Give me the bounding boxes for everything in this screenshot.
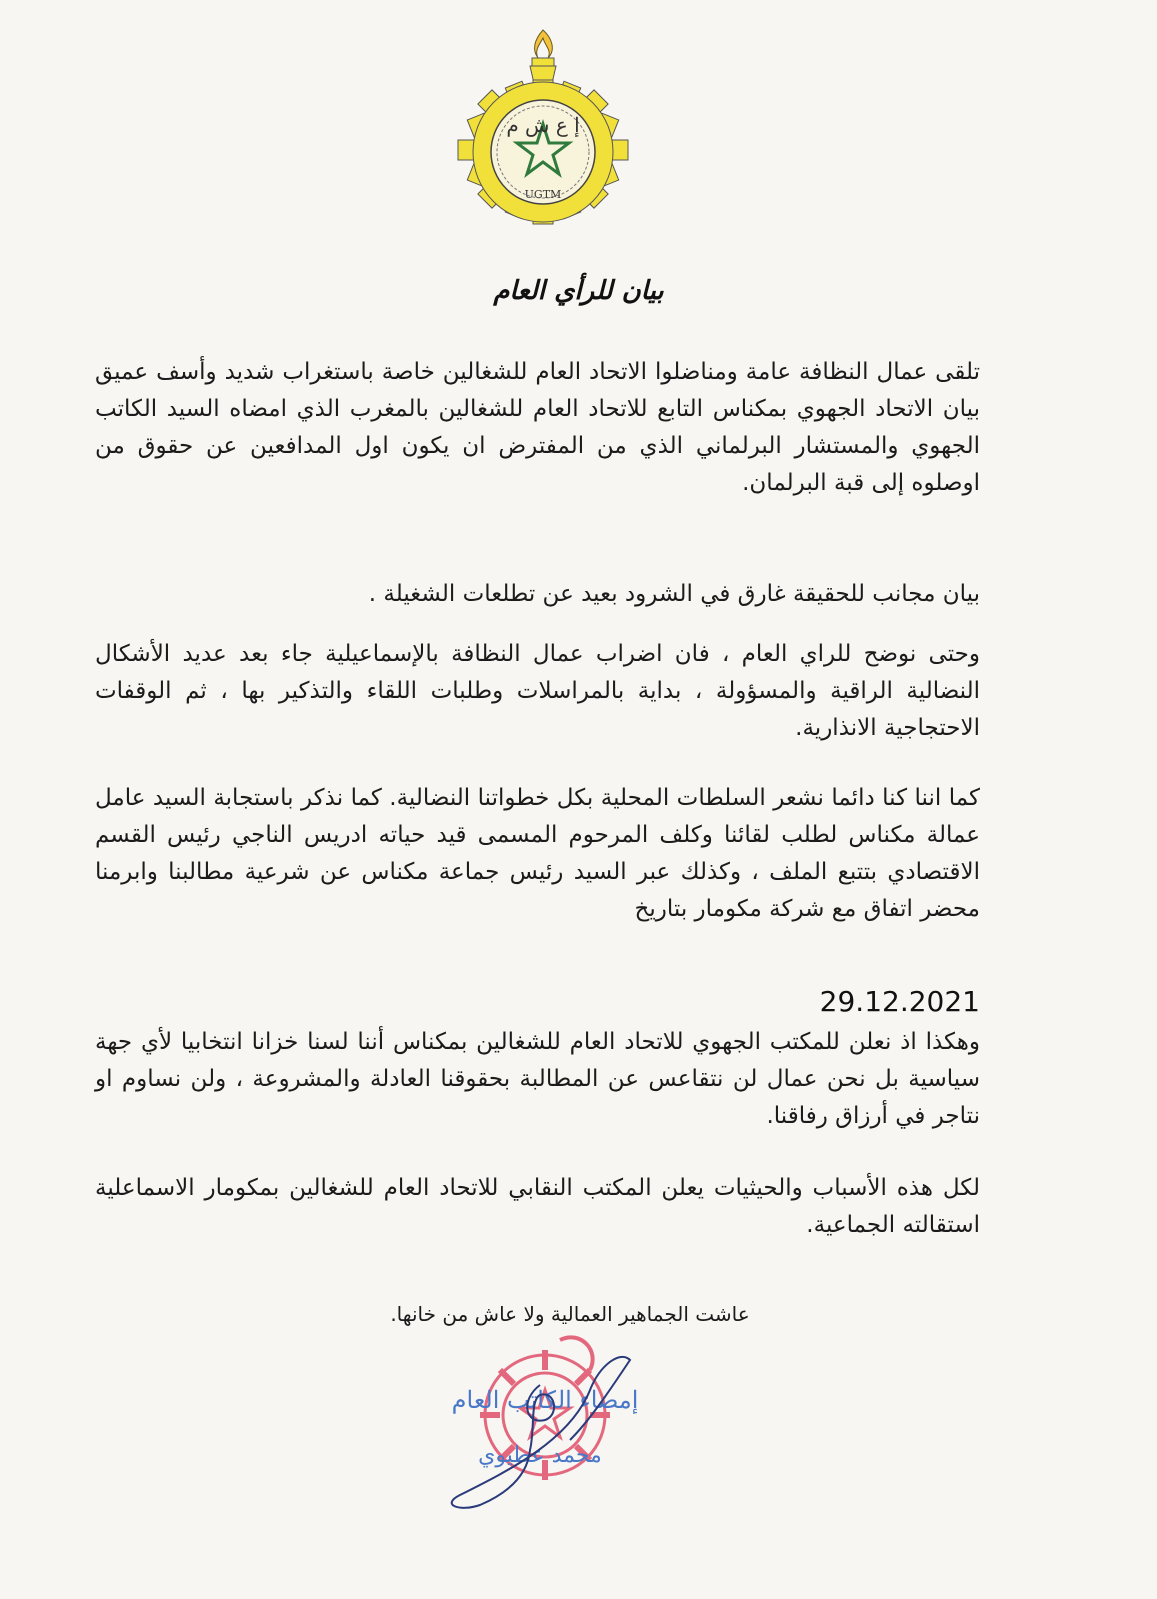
- agreement-date: 29.12.2021: [819, 985, 980, 1018]
- logo-caption: UGTM: [524, 188, 562, 201]
- closing-line: عاشت الجماهير العمالية ولا عاش من خانها.: [390, 1302, 750, 1326]
- logo-letters: إ ع ش م: [506, 113, 580, 137]
- ugtm-logo: [448, 28, 638, 228]
- paragraph-4: كما اننا كنا دائما نشعر السلطات المحلية بكل خطواتنا النضالية. كما نذكر باستجابة السيد عامل عمالة مكناس لطلب لقائنا وكلف المرحوم المسمى قيد حياته ادريس الناجي رئيس القسم الاقتصادي بتتبع الملف ، وكذلك عبر السيد رئيس جماعة مكناس عن شرعية مطالبنا وابرمنا محضر اتفاق مع شركة مكومار بتاريخ: [95, 785, 980, 922]
- paragraph-5: وهكذا اذ نعلن للمكتب الجهوي للاتحاد العام للشغالين بمكناس أننا لسنا خزانا انتخابيا لأي جهة سياسية بل نحن عمال لن نتقاعس عن المطالبة بحقوقنا العادلة والمشروعة ، ولن نساوم او نتاجر في أرزاق رفاقنا.: [95, 1029, 980, 1129]
- signature-title: إمضاء الكاتب العام: [451, 1386, 639, 1414]
- paragraph-1: تلقى عمال النظافة عامة ومناضلوا الاتحاد العام للشغالين خاصة باستغراب شديد وأسف عميق بيان الاتحاد الجهوي بمكناس التابع للاتحاد العام للشغالين بالمغرب الذي امضاه السيد الكاتب الجهوي والمستشار البرلماني الذي من المفترض ان يكون اول المدافعين عن حقوق من اوصلوه إلى قبة البرلمان.: [95, 359, 980, 496]
- paragraph-6: لكل هذه الأسباب والحيثيات يعلن المكتب النقابي للاتحاد العام للشغالين بمكومار الاسماعلية استقالته الجماعية.: [95, 1175, 980, 1238]
- document-title: بيان للرأي العام: [493, 276, 664, 306]
- paragraph-3: وحتى نوضح للراي العام ، فان اضراب عمال النظافة بالإسماعيلية جاء بعد عديد الأشكال النضالية الراقية والمسؤولة ، بداية بالمراسلات وطلبات اللقاء والتذكير بها ، ثم الوقفات الاحتجاجية الانذارية.: [95, 641, 980, 741]
- handwritten-signature: [420, 1330, 670, 1520]
- paragraph-2: بيان مجانب للحقيقة غارق في الشرود بعيد عن تطلعات الشغيلة .: [368, 581, 980, 607]
- signatory-name: محمد عطيوي: [478, 1443, 602, 1468]
